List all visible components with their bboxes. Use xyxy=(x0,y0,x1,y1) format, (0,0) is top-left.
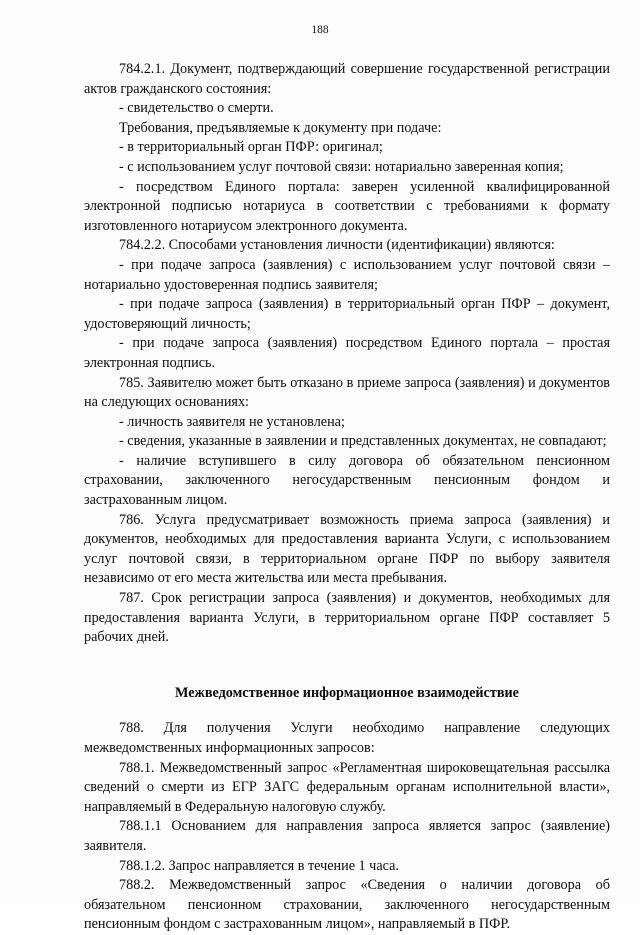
list-item-death-certificate: - свидетельство о смерти. xyxy=(119,100,274,117)
paragraph-787: 787. Срок регистрации запроса (заявления) и документов, необходимых для предоставления варианта Услуги, в территориальном органе ПФР составляет 5 рабочих дней. xyxy=(84,590,610,646)
list-item-portal-identification: - при подаче запроса (заявления) посредством Единого портала – простая электронная подпись. xyxy=(84,335,610,371)
paragraph-784-2-1: 784.2.1. Документ, подтверждающий совершение государственной регистрации актов гражданского состояния: xyxy=(84,61,610,97)
paragraph-788: 788. Для получения Услуги необходимо направление следующих межведомственных информационных запросов: xyxy=(84,720,610,756)
paragraph-requirements: Требования, предъявляемые к документу при подаче: xyxy=(119,119,442,136)
paragraph-786: 786. Услуга предусматривает возможность приема запроса (заявления) и документов, необходимых для предоставления варианта Услуги, с использованием услуг почтовой связи, в территориальном органе ПФР по выбору заявителя независимо от его места жительства или места пребывания. xyxy=(84,511,610,587)
list-item-postal-identification: - при подаче запроса (заявления) с использованием услуг почтовой связи – нотариально удостоверенная подпись заявителя; xyxy=(84,256,610,293)
list-item-data-mismatch: - сведения, указанные в заявлении и представленных документах, не совпадают; xyxy=(119,433,607,450)
list-item-pfr-identification: - при подаче запроса (заявления) в территориальный орган ПФР – документ, удостоверяющий личность; xyxy=(84,296,610,332)
paragraph-788-1-1: 788.1.1 Основанием для направления запроса является запрос (заявление) заявителя. xyxy=(84,818,610,854)
list-item-postal-copy: - с использованием услуг почтовой связи: нотариально заверенная копия; xyxy=(119,158,564,175)
list-item-portal-signature: - посредством Единого портала: заверен усиленной квалифицированной электронной подписью нотариуса в соответствии с требованиями к формату изготовленного нотариусом электронного документа. xyxy=(84,178,610,234)
paragraph-785: 785. Заявителю может быть отказано в приеме запроса (заявления) и документов на следующих основаниях: xyxy=(84,374,610,411)
paragraph-788-1-2: 788.1.2. Запрос направляется в течение 1 часа. xyxy=(119,857,399,874)
document-body xyxy=(84,60,610,935)
list-item-existing-contract: - наличие вступившего в силу договора об обязательном пенсионном страховании, заключенного негосударственным пенсионным фондом и застрахованным лицом. xyxy=(84,452,610,509)
paragraph-784-2-2: 784.2.2. Способами установления личности (идентификации) являются: xyxy=(119,237,555,254)
page-number: 188 xyxy=(311,24,329,36)
list-item-pfr-original: - в территориальный орган ПФР: оригинал; xyxy=(119,139,383,156)
paragraph-788-1: 788.1. Межведомственный запрос «Регламентная широковещательная рассылка сведений о смерти из ЕГР ЗАГС федеральным органам исполнительной власти», направляемый в Федеральную налоговую службу. xyxy=(84,759,610,815)
list-item-identity-not-established: - личность заявителя не установлена; xyxy=(119,413,345,430)
paragraph-788-2: 788.2. Межведомственный запрос «Сведения о наличии договора об обязательном пенсионном страховании, заключенного негосударственным пенсионным фондом с застрахованным лицом», направляемый в ПФР. xyxy=(84,877,610,933)
section-heading: Межведомственное информационное взаимодействие xyxy=(175,684,519,701)
